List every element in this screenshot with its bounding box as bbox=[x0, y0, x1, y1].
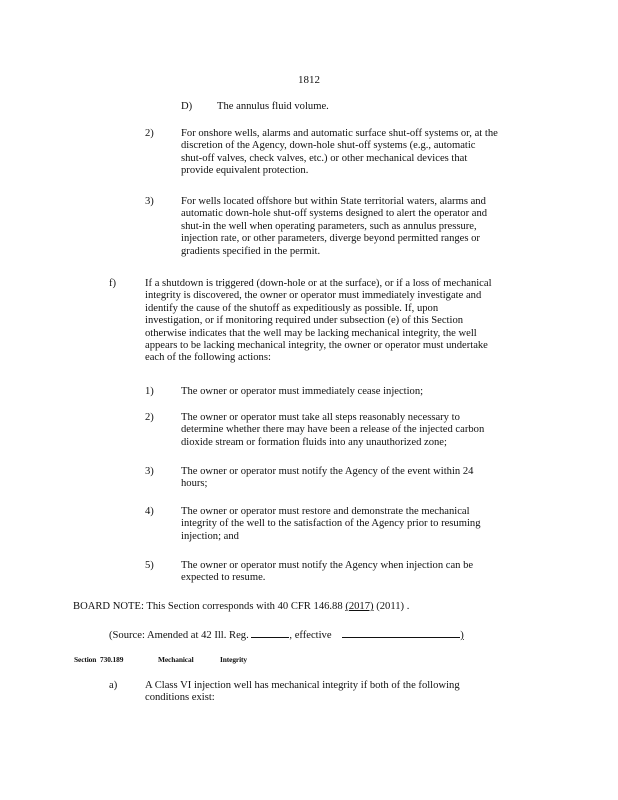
section-title-1: Mechanical bbox=[158, 655, 194, 664]
item-a-text bbox=[145, 680, 495, 705]
text-line: If a shutdown is triggered (down-hole or at the surface), or if a loss of mechanical bbox=[145, 278, 492, 289]
board-note-text: BOARD NOTE: This Section corresponds with 40 CFR 146.88 bbox=[73, 601, 343, 612]
text-line: A Class VI injection well has mechanical integrity if both of the following bbox=[145, 680, 460, 691]
source-suffix: ) bbox=[460, 630, 464, 641]
text-line: conditions exist: bbox=[145, 692, 215, 704]
board-note-inserted: (2017) bbox=[345, 601, 374, 612]
text-line: The owner or operator must restore and demonstrate the mechanical bbox=[181, 506, 470, 517]
action-text bbox=[181, 386, 521, 398]
source-middle: , effective bbox=[289, 630, 332, 641]
text-line: expected to resume. bbox=[181, 572, 266, 584]
text-line: each of the following actions: bbox=[145, 352, 271, 364]
action-label: 3) bbox=[145, 466, 154, 477]
text-line: appears to be lacking mechanical integrity, the owner or operator must undertake bbox=[145, 340, 488, 352]
text-line: integrity is discovered, the owner or operator must immediately investigate and bbox=[145, 290, 482, 302]
text-line: dioxide stream or formation fluids into any unauthorized zone; bbox=[181, 436, 447, 448]
effective-date-blank bbox=[342, 627, 460, 638]
action-label: 1) bbox=[145, 386, 154, 397]
action-text bbox=[181, 506, 516, 543]
item-d-label: D) bbox=[181, 101, 193, 112]
text-line: shut-off valves, check valves, etc.) or other mechanical devices that bbox=[181, 152, 468, 164]
board-note-struck: (2011) . bbox=[376, 601, 410, 612]
page-number: 1812 bbox=[298, 74, 320, 86]
text-line: shut-in the well when operating parameters, such as annulus pressure, bbox=[181, 220, 477, 232]
text-line: integrity of the well to the satisfaction of the Agency prior to resuming bbox=[181, 518, 481, 530]
board-note bbox=[73, 601, 409, 613]
item-f-label: f) bbox=[109, 278, 117, 289]
item-3-text bbox=[181, 196, 526, 258]
action-label: 2) bbox=[145, 412, 154, 423]
text-line: For wells located offshore but within State territorial waters, alarms and bbox=[181, 196, 486, 207]
action-text bbox=[181, 412, 516, 449]
text-line: For onshore wells, alarms and automatic surface shut-off systems or, at the bbox=[181, 128, 498, 139]
reg-blank bbox=[251, 627, 289, 638]
section-number: 730.189 bbox=[100, 655, 124, 664]
source-prefix: (Source: Amended at 42 Ill. Reg. bbox=[109, 630, 249, 641]
text-line: automatic down-hole shut-off systems designed to alert the operator and bbox=[181, 208, 488, 220]
item-a-label: a) bbox=[109, 680, 118, 691]
item-3-label: 3) bbox=[145, 196, 154, 207]
text-line: gradients specified in the permit. bbox=[181, 245, 321, 257]
action-label: 5) bbox=[145, 560, 154, 571]
text-line: injection; and bbox=[181, 530, 239, 542]
text-line: discretion of the Agency, down-hole shut-off systems (e.g., automatic bbox=[181, 140, 476, 152]
text-line: hours; bbox=[181, 478, 208, 490]
item-d-text: The annulus fluid volume. bbox=[217, 101, 329, 112]
action-text bbox=[181, 466, 516, 491]
item-2-label: 2) bbox=[145, 128, 154, 139]
action-text bbox=[181, 560, 516, 585]
text-line: The owner or operator must take all steps reasonably necessary to bbox=[181, 412, 460, 423]
text-line: The owner or operator must immediately cease injection; bbox=[181, 386, 424, 397]
text-line: investigation, or if monitoring required under subsection (e) of this Section bbox=[145, 315, 464, 327]
item-2-text bbox=[181, 128, 541, 178]
text-line: determine whether there may have been a release of the injected carbon bbox=[181, 424, 485, 436]
source-line bbox=[109, 627, 464, 642]
action-label: 4) bbox=[145, 506, 154, 517]
text-line: The owner or operator must notify the Agency of the event within 24 bbox=[181, 466, 474, 477]
text-line: provide equivalent protection. bbox=[181, 165, 309, 177]
text-line: injection rate, or other parameters, diverge beyond permitted ranges or bbox=[181, 233, 480, 245]
section-title-2: Integrity bbox=[220, 655, 248, 664]
item-f-text bbox=[145, 278, 530, 365]
text-line: The owner or operator must notify the Agency when injection can be bbox=[181, 560, 474, 571]
text-line: identify the cause of the shutoff as expeditiously as possible. If, upon bbox=[145, 302, 439, 314]
section-word: Section bbox=[74, 655, 97, 664]
text-line: otherwise indicates that the well may be lacking mechanical integrity, the well bbox=[145, 327, 477, 339]
